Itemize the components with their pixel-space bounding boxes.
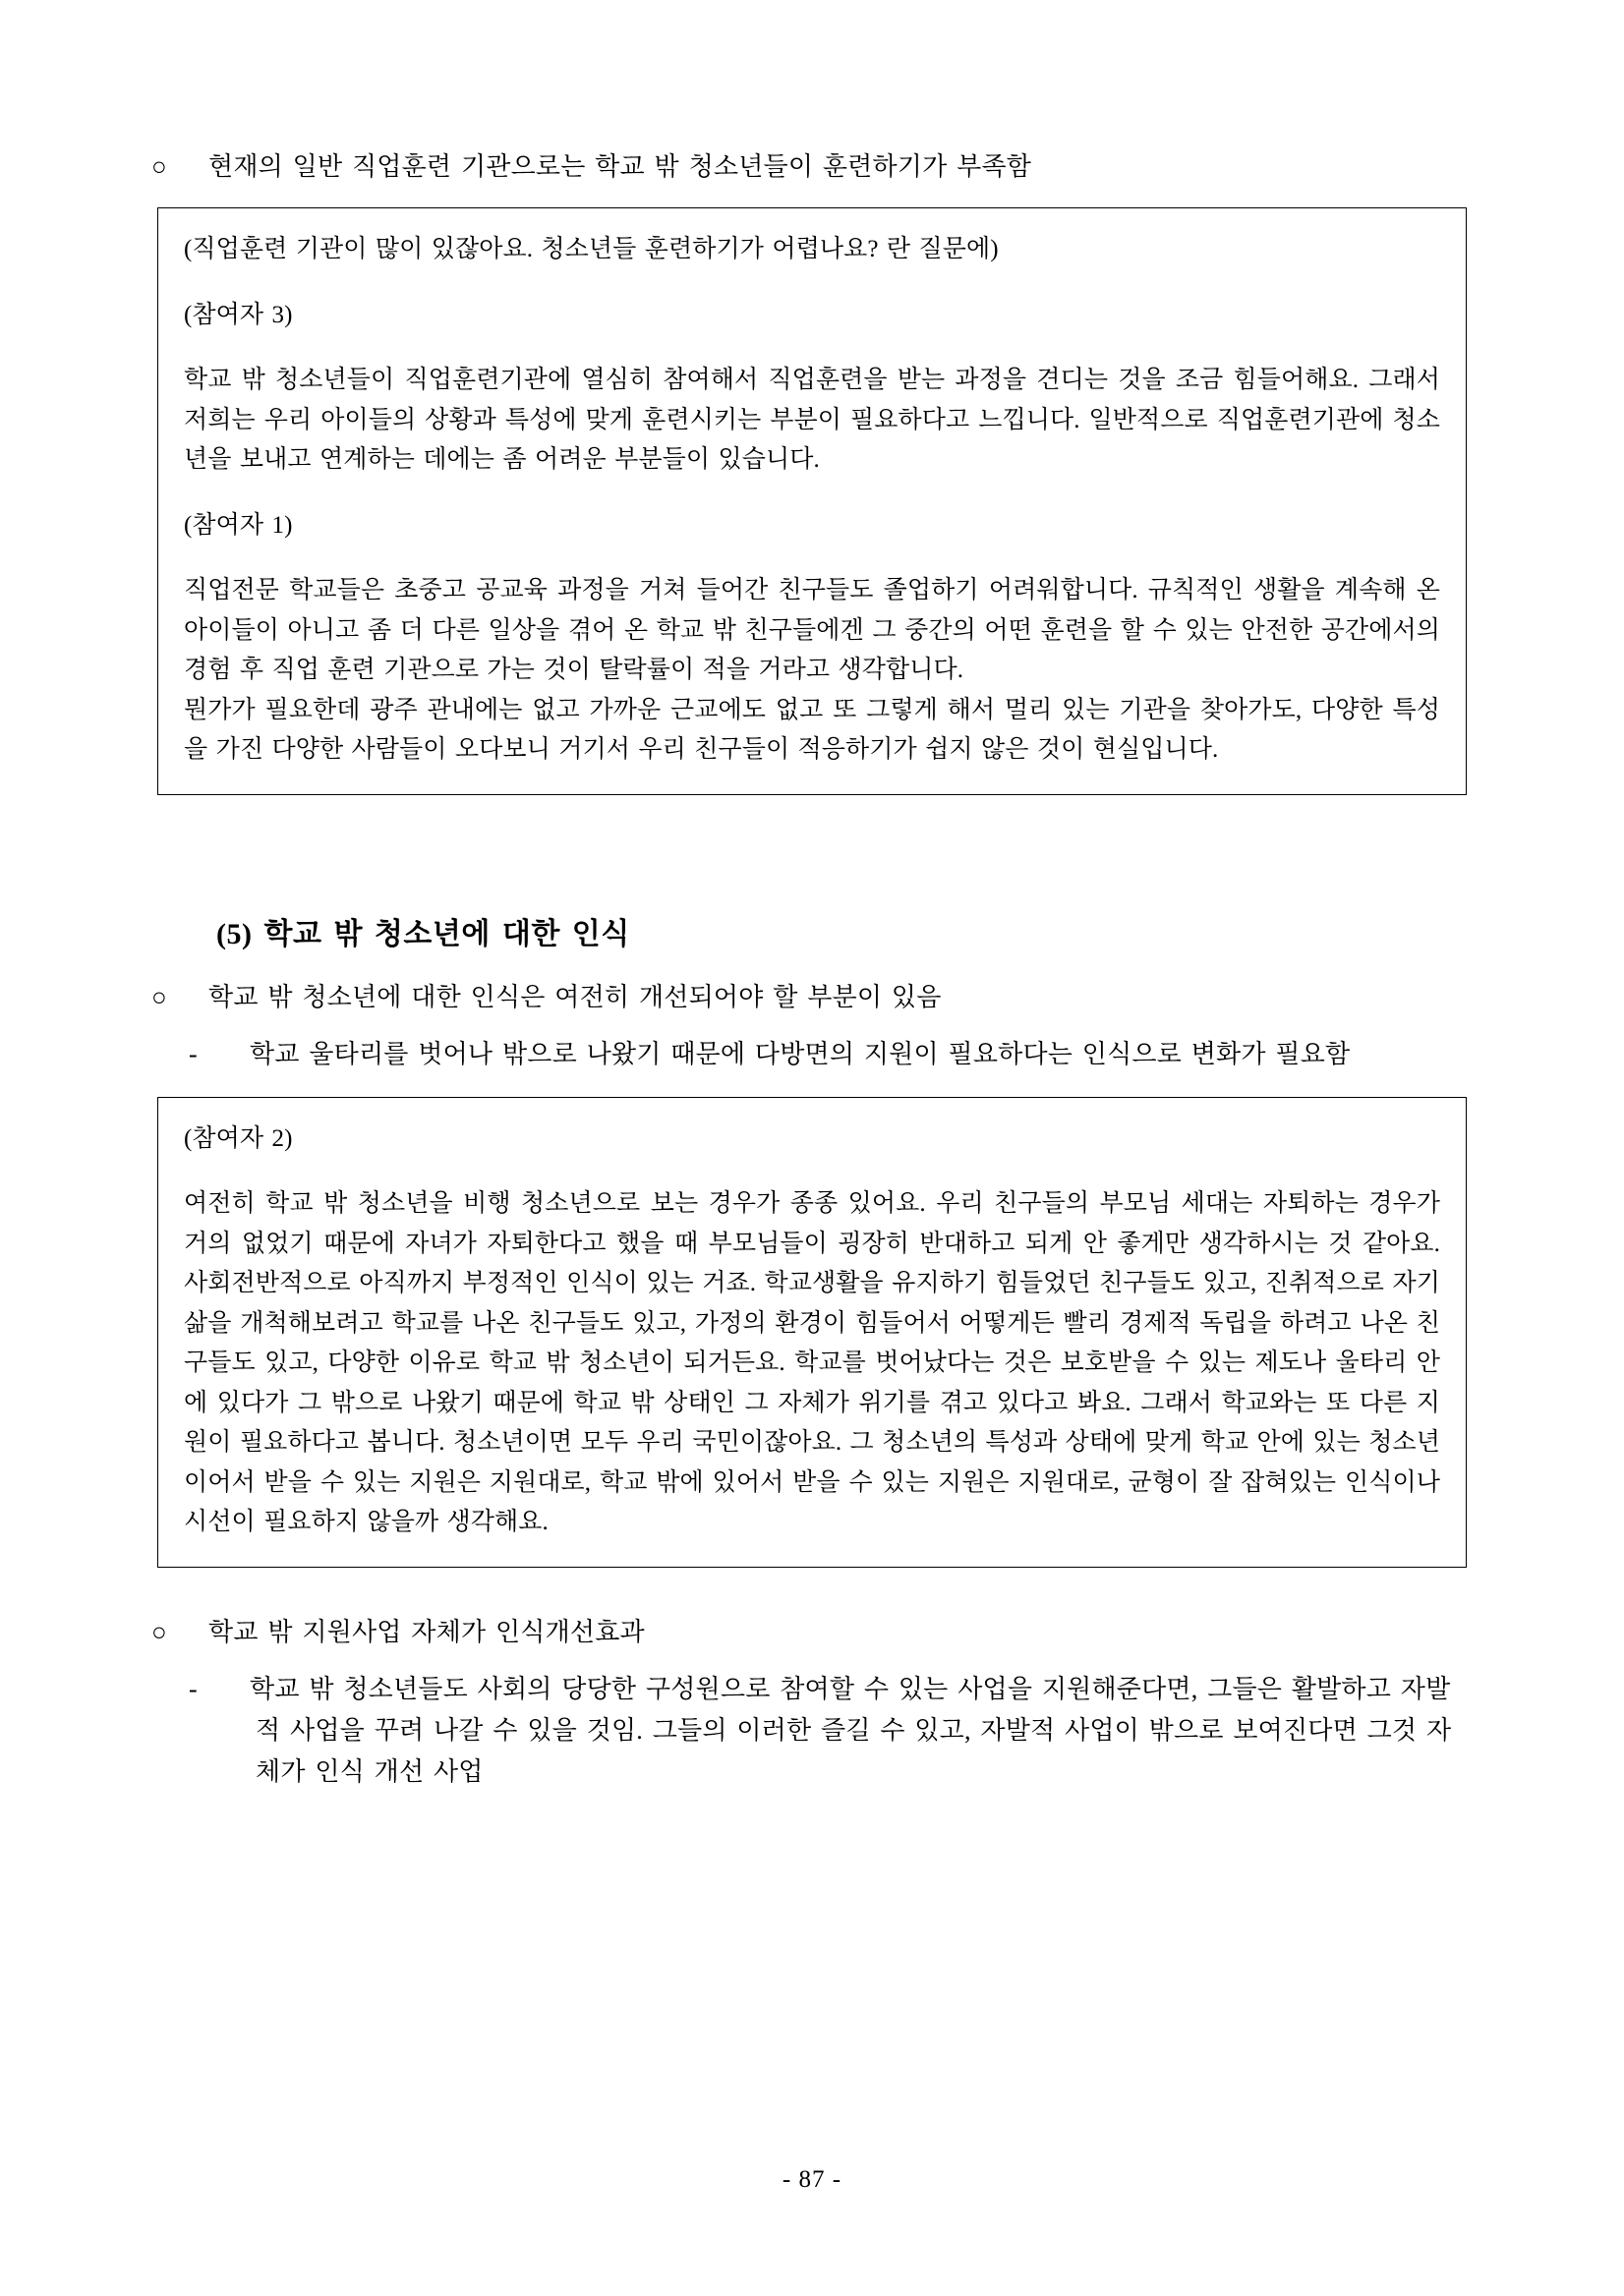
bullet-item-perception-improvement: [151, 978, 1467, 1016]
quote-paragraph-participant-3: 학교 밖 청소년들이 직업훈련기관에 열심히 참여해서 직업훈련을 받는 과정을 견디는 것을 조금 힘들어해요. 그래서 저희는 우리 아이들의 상황과 특성에 맞게 훈련시키는 부분이 필요하다고 느낍니다. 일반적으로 직업훈련기관에 청소년을 보내고 연계하는 데에는 좀 어려운 부분들이 있습니다.: [184, 367, 1440, 473]
quote-paragraph-participant-2: 여전히 학교 밖 청소년을 비행 청소년으로 보는 경우가 종종 있어요. 우리 친구들의 부모님 세대는 자퇴하는 경우가 거의 없었기 때문에 자녀가 자퇴한다고 했을 때 부모님들이 굉장히 반대하고 되게 안 좋게만 생각하시는 것 같아요. 사회전반적으로 아직까지 부정적인 인식이 있는 거죠. 학교생활을 유지하기 힘들었던 친구들도 있고, 진취적으로 자기 삶을 개척해보려고 학교를 나온 친구들도 있고, 가정의 환경이 힘들어서 어떻게든 빨리 경제적 독립을 하려고 나온 친구들도 있고, 다양한 이유로 학교 밖 청소년이 되거든요. 학교를 벗어났다는 것은 보호받을 수 있는 제도나 울타리 안에 있다가 그 밖으로 나왔기 때문에 학교 밖 상태인 그 자체가 위기를 겪고 있다고 봐요. 그래서 학교와는 또 다른 지원이 필요하다고 봅니다. 청소년이면 모두 우리 국민이잖아요. 그 청소년의 특성과 상태에 맞게 학교 안에 있는 청소년이어서 받을 수 있는 지원은 지원대로, 학교 밖에 있어서 받을 수 있는 지원은 지원대로, 균형이 잘 잡혀있는 인식이나 시선이 필요하지 않을까 생각해요.: [184, 1190, 1440, 1536]
circle-bullet-icon: ○: [151, 152, 167, 181]
sub-bullet-item-participation-support: [157, 1669, 1467, 1793]
circle-bullet-icon: ○: [151, 1617, 167, 1646]
bullet-text: 학교 밖 지원사업 자체가 인식개선효과: [208, 1617, 645, 1646]
dash-bullet-icon: -: [189, 1039, 198, 1068]
section-spacer-small: [157, 1593, 1467, 1613]
section-spacer: [157, 821, 1467, 854]
sub-bullet-item-awareness-change: [157, 1034, 1467, 1075]
bullet-text: 현재의 일반 직업훈련 기관으로는 학교 밖 청소년들이 훈련하기가 부족함: [208, 152, 1032, 181]
circle-bullet-icon: ○: [151, 982, 167, 1011]
quote-speaker-participant-3: (참여자 3): [184, 301, 293, 328]
quote-box-interview-1: [157, 207, 1467, 795]
quote-paragraph-participant-1-a: 직업전문 학교들은 초중고 공교육 과정을 거쳐 들어간 친구들도 졸업하기 어려워합니다. 규칙적인 생활을 계속해 온 아이들이 아니고 좀 더 다른 일상을 겪어 온 학교 밖 친구들에겐 그 중간의 어떤 훈련을 할 수 있는 안전한 공간에서의 경험 후 직업 훈련 기관으로 가는 것이 탈락률이 적을 거라고 생각합니다.: [184, 577, 1440, 683]
quote-paragraph-participant-1-b: 뭔가가 필요한데 광주 관내에는 없고 가까운 근교에도 없고 또 그렇게 해서 멀리 있는 기관을 찾아가도, 다양한 특성을 가진 다양한 사람들이 오다보니 거기서 우리 친구들이 적응하기가 쉽지 않은 것이 현실입니다.: [184, 696, 1440, 763]
dash-bullet-icon: -: [189, 1674, 198, 1703]
quote-speaker-participant-2: (참여자 2): [184, 1124, 293, 1152]
section-heading-perception: (5) 학교 밖 청소년에 대한 인식: [216, 917, 630, 950]
bullet-item-vocational-training: [151, 147, 1467, 186]
quote-question: (직업훈련 기관이 많이 있잖아요. 청소년들 훈련하기가 어렵나요? 란 질문에): [184, 236, 999, 262]
quote-speaker-participant-1: (참여자 1): [184, 511, 293, 539]
bullet-text: 학교 밖 청소년에 대한 인식은 여전히 개선되어야 할 부분이 있음: [208, 982, 942, 1011]
bullet-item-support-project-effect: [151, 1613, 1467, 1651]
sub-bullet-text: 학교 울타리를 벗어나 밖으로 나왔기 때문에 다방면의 지원이 필요하다는 인식으로 변화가 필요함: [250, 1039, 1351, 1068]
page-number: - 87 -: [782, 2166, 842, 2193]
sub-bullet-text: 학교 밖 청소년들도 사회의 당당한 구성원으로 참여할 수 있는 사업을 지원해준다면, 그들은 활발하고 자발적 사업을 꾸려 나갈 수 있을 것임. 그들의 이러한 즐길 수 있고, 자발적 사업이 밖으로 보여진다면 그것 자체가 인식 개선 사업: [250, 1674, 1452, 1786]
quote-box-interview-2: [157, 1097, 1467, 1568]
